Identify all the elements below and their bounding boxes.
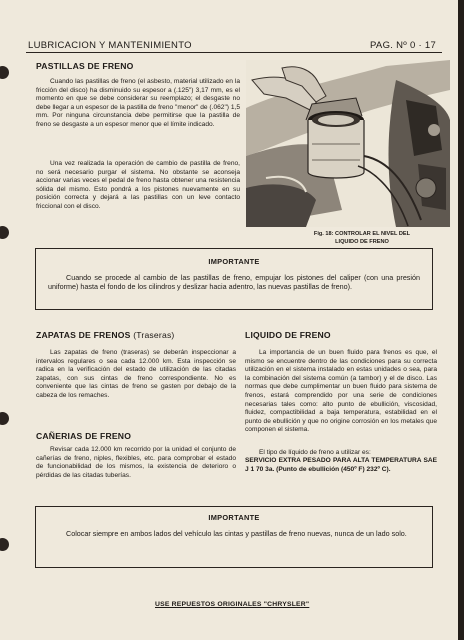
zapatas-heading bbox=[36, 330, 175, 340]
figure-caption-line-2: LIQUIDO DE FRENO bbox=[335, 238, 389, 245]
figure-caption bbox=[282, 231, 442, 246]
pastillas-heading: PASTILLAS DE FRENO bbox=[36, 61, 134, 71]
importante-box-2-title: IMPORTANTE bbox=[208, 513, 260, 522]
liquido-paragraph-1: La importancia de un buen fluido para frenos es que, el mismo se encuentre dentro de las condiciones para su correcta utilización en el sistema instalado en estas unidades o sea, para la combinación del sistema común (a tambor) y el de disco. Las normas que debe cumplimentar un buen fluido para sistema de frenos, estará comprendido por una serie de condiciones necesarias tales como: alto punto de ebullición, viscosidad, fluidez, compactibilidad a baja temperatura, estabilidad en el punto de ebullición y que no origine corrosión en los metales que componen el sistema. bbox=[245, 349, 437, 434]
figure-caption-line-1: Fig. 18: CONTROLAR EL NIVEL DEL bbox=[313, 231, 411, 237]
brake-fluid-photo bbox=[246, 60, 450, 227]
footer-note: USE REPUESTOS ORIGINALES "CHRYSLER" bbox=[155, 601, 310, 608]
zapatas-subtitle: (Traseras) bbox=[133, 330, 175, 340]
pastillas-paragraph-2: Una vez realizada la operación de cambio de pastilla de freno, no será necesario purgar el sistema. No obstante se aconseja accionar varias veces el pedal de freno hasta obtener una resistencia sólida del mismo. Esto pondrá a los pistones nuevamente en su posición correcta y dejará a las pastillas con un leve contacto friccional con el disco. bbox=[36, 160, 240, 210]
liquido-heading: LIQUIDO DE FRENO bbox=[245, 330, 331, 340]
importante-box-1-title: IMPORTANTE bbox=[208, 257, 260, 266]
pastillas-paragraph-1: Cuando las pastillas de freno (el asbesto, material utilizado en la fricción del disco) ha disminuido su espesor a (.125") 3,17 mm, es el momento en que se debe considerar su reemplazo; el desgaste no debe llegar a un espesor de la pastilla de freno "menor" de (.062") 1,5 mm. Por ninguna circunstancia debe permitirse que la pastilla de freno se desgaste a un espesor menor que el límite indicado. bbox=[36, 78, 240, 128]
importante-box-1 bbox=[35, 248, 433, 310]
section-title: LUBRICACION Y MANTENIMIENTO bbox=[28, 40, 192, 51]
liquido-fluid-spec: SERVICIO EXTRA PESADO PARA ALTA TEMPERATURA SAE J 1 70 3a. (Punto de ebullición (450º F) 232º C). bbox=[245, 457, 437, 473]
importante-box-2 bbox=[35, 506, 433, 568]
importante-box-2-text: Colocar siempre en ambos lados del vehículo las cintas y pastillas de freno nuevas, nunca de un lado solo. bbox=[66, 529, 407, 538]
binder-hole bbox=[0, 66, 9, 79]
binder-hole bbox=[0, 226, 9, 239]
importante-box-1-text: Cuando se procede al cambio de las pastillas de freno, empujar los pistones del caliper (con una presión uniforme) hasta el fondo de los cilindros y deslizar hacia adentro, las nuevas pastillas de freno). bbox=[48, 273, 420, 292]
canerias-paragraph: Revisar cada 12.000 km recorrido por la unidad el conjunto de cañerías de freno, niples, flexibles, etc. para comprobar el estado de funcionabilidad de los mismos, la existencia de deterioro o pérdidas de las citadas tuberías. bbox=[36, 446, 236, 479]
binder-hole bbox=[0, 412, 9, 425]
zapatas-paragraph: Las zapatas de freno (traseras) se deberán inspeccionar a intervalos regulares o sea cada 12.000 km. Esta inspección se radica en la verificación del estado de utilización de las citadas zapatas, con sus cintas de freno correspondiente. No es conveniente que las cintas de freno se gasten por debajo de la cabeza de los remaches. bbox=[36, 349, 236, 399]
zapatas-title: ZAPATAS DE FRENOS bbox=[36, 330, 131, 340]
page-edge-shadow bbox=[458, 0, 464, 640]
canerias-heading: CAÑERIAS DE FRENO bbox=[36, 431, 132, 441]
liquido-paragraph-2: El tipo de líquido de freno a utilizar es: bbox=[259, 449, 371, 456]
binder-hole bbox=[0, 538, 9, 551]
header-rule bbox=[26, 52, 442, 53]
page-number: PAG. Nº 0 · 17 bbox=[370, 40, 437, 51]
